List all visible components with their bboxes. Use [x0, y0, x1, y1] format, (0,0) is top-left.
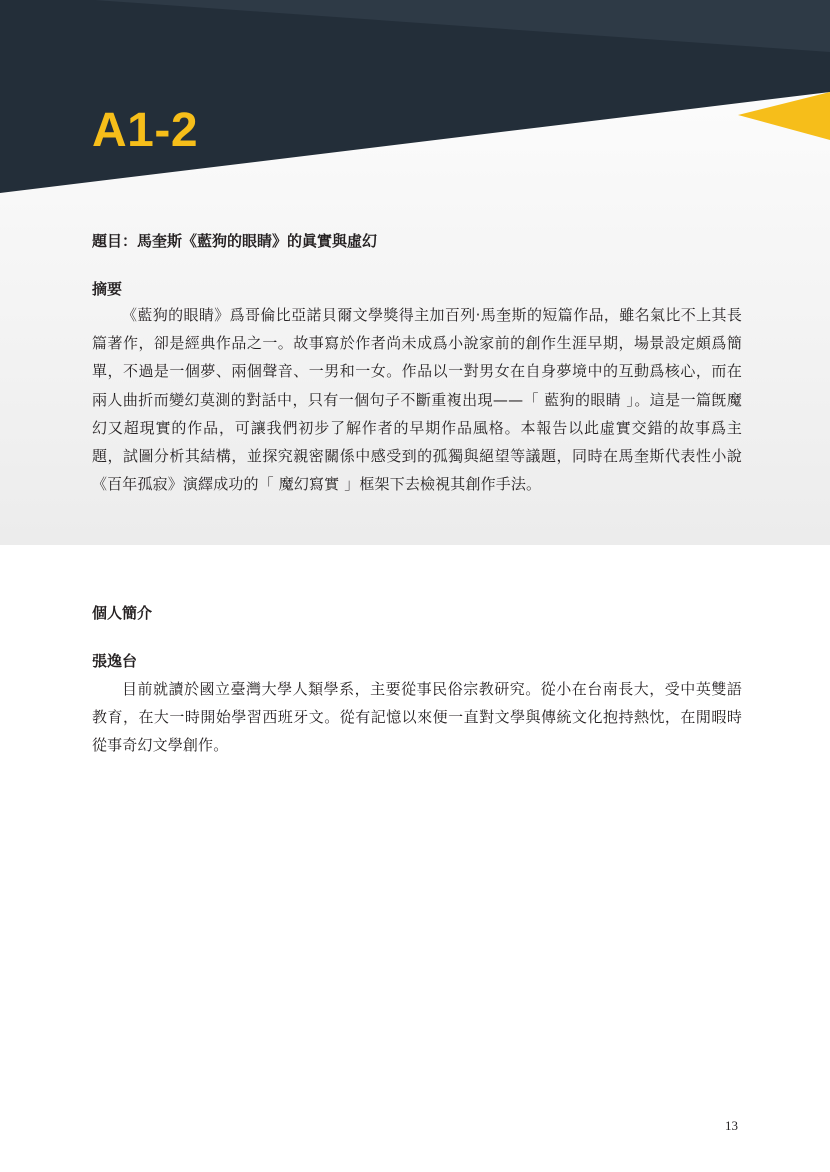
- abstract-paragraph: 《藍狗的眼睛》爲哥倫比亞諾貝爾文學獎得主加百列·馬奎斯的短篇作品，雖名氣比不上其長篇著作，卻是經典作品之一。故事寫於作者尚未成爲小說家前的創作生涯早期，場景設定頗爲簡單，不過是一個夢、兩個聲音、一男和一女。作品以一對男女在自身夢境中的互動爲核心，而在兩人曲折而變幻莫測的對話中，只有一個句子不斷重複出現——「 藍狗的眼睛 」。這是一篇旣魔幻又超現實的作品，可讓我們初步了解作者的早期作品風格。本報告以此虛實交錯的故事爲主題，試圖分析其結構，並探究親密關係中感受到的孤獨與絕望等議題，同時在馬奎斯代表性小說《百年孤寂》演繹成功的「 魔幻寫實 」框架下去檢視其創作手法。: [92, 306, 742, 494]
- bio-heading: 個人簡介: [92, 604, 153, 622]
- bio-paragraph: 目前就讀於國立臺灣大學人類學系，主要從事民俗宗教研究。從小在台南長大，受中英雙語教育，在大一時開始學習西班牙文。從有記憶以來便一直對文學與傳統文化抱持熱忱，在閒暇時從事奇幻文學創作。: [92, 680, 742, 755]
- section-code: A1-2: [92, 104, 199, 157]
- abstract-heading: 摘要: [92, 280, 123, 298]
- author-name: 張逸台: [92, 652, 138, 670]
- article-title: 題目：馬奎斯《藍狗的眼睛》的眞實與虛幻: [92, 232, 378, 250]
- page-number: 13: [725, 1118, 738, 1133]
